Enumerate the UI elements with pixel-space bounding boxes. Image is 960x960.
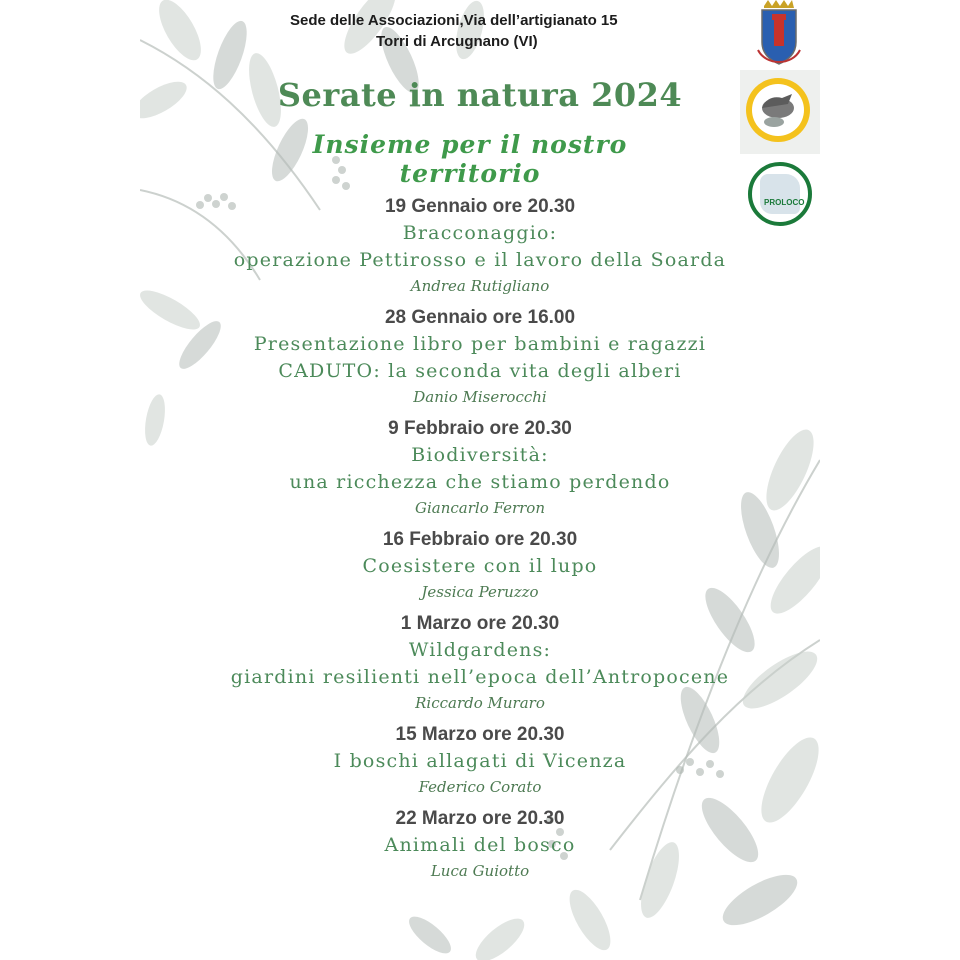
event-date: 28 Gennaio ore 16.00 [384, 307, 576, 328]
sponsor-logos [740, 0, 820, 240]
event-date: 22 Marzo ore 20.30 [395, 808, 565, 829]
event-item [140, 806, 820, 884]
event-speaker: Federico Corato [418, 778, 542, 796]
event-speaker: Jessica Peruzzo [421, 583, 539, 601]
event-item [140, 527, 820, 605]
event-title-line: Coesistere con il lupo [362, 555, 598, 577]
event-item [140, 416, 820, 521]
event-date: 16 Febbraio ore 20.30 [382, 529, 578, 550]
event-title-line: I boschi allagati di Vicenza [333, 750, 627, 772]
event-item [140, 722, 820, 800]
event-title-line: giardini resilienti nell’epoca dell’Antropocene [230, 666, 730, 688]
event-item [140, 194, 820, 299]
event-speaker: Giancarlo Ferron [415, 499, 545, 517]
event-date: 15 Marzo ore 20.30 [395, 724, 565, 745]
event-poster [140, 0, 820, 960]
event-title-line: Bracconaggio: [402, 222, 558, 244]
event-date: 1 Marzo ore 20.30 [400, 613, 560, 634]
event-title-line: una ricchezza che stiamo perdendo [289, 471, 671, 493]
address-line-1: Sede delle Associazioni,Via dell’artigianato 15 [290, 12, 618, 29]
event-item [140, 305, 820, 410]
event-title-line: Wildgardens: [408, 639, 552, 661]
event-date: 9 Febbraio ore 20.30 [388, 418, 572, 439]
venue-address [290, 10, 680, 52]
event-item [140, 611, 820, 716]
proloco-label: PROLOCO [764, 198, 805, 207]
event-title-line: CADUTO: la seconda vita degli alberi [278, 360, 682, 382]
oasi-seal [740, 70, 820, 154]
events-list [140, 194, 820, 890]
event-speaker: Andrea Rutigliano [410, 277, 550, 295]
event-title-line: Presentazione libro per bambini e ragazzi [253, 333, 707, 355]
municipal-crest-icon [754, 0, 804, 70]
oasi-colli-berici-seal-icon [752, 84, 804, 136]
page-subtitle: Insieme per il nostro territorio [312, 130, 628, 188]
address-line-2: Torri di Arcugnano (VI) [376, 33, 538, 50]
event-speaker: Luca Guiotto [430, 862, 530, 880]
event-title-line: Animali del bosco [384, 834, 576, 856]
event-title-line: operazione Pettirosso e il lavoro della Soarda [233, 249, 727, 271]
event-speaker: Danio Miserocchi [413, 388, 547, 406]
proloco-logo-icon [748, 162, 812, 226]
event-speaker: Riccardo Muraro [415, 694, 545, 712]
event-title-line: Biodiversità: [411, 444, 549, 466]
page-title: Serate in natura 2024 [277, 76, 683, 114]
event-date: 19 Gennaio ore 20.30 [384, 196, 576, 217]
